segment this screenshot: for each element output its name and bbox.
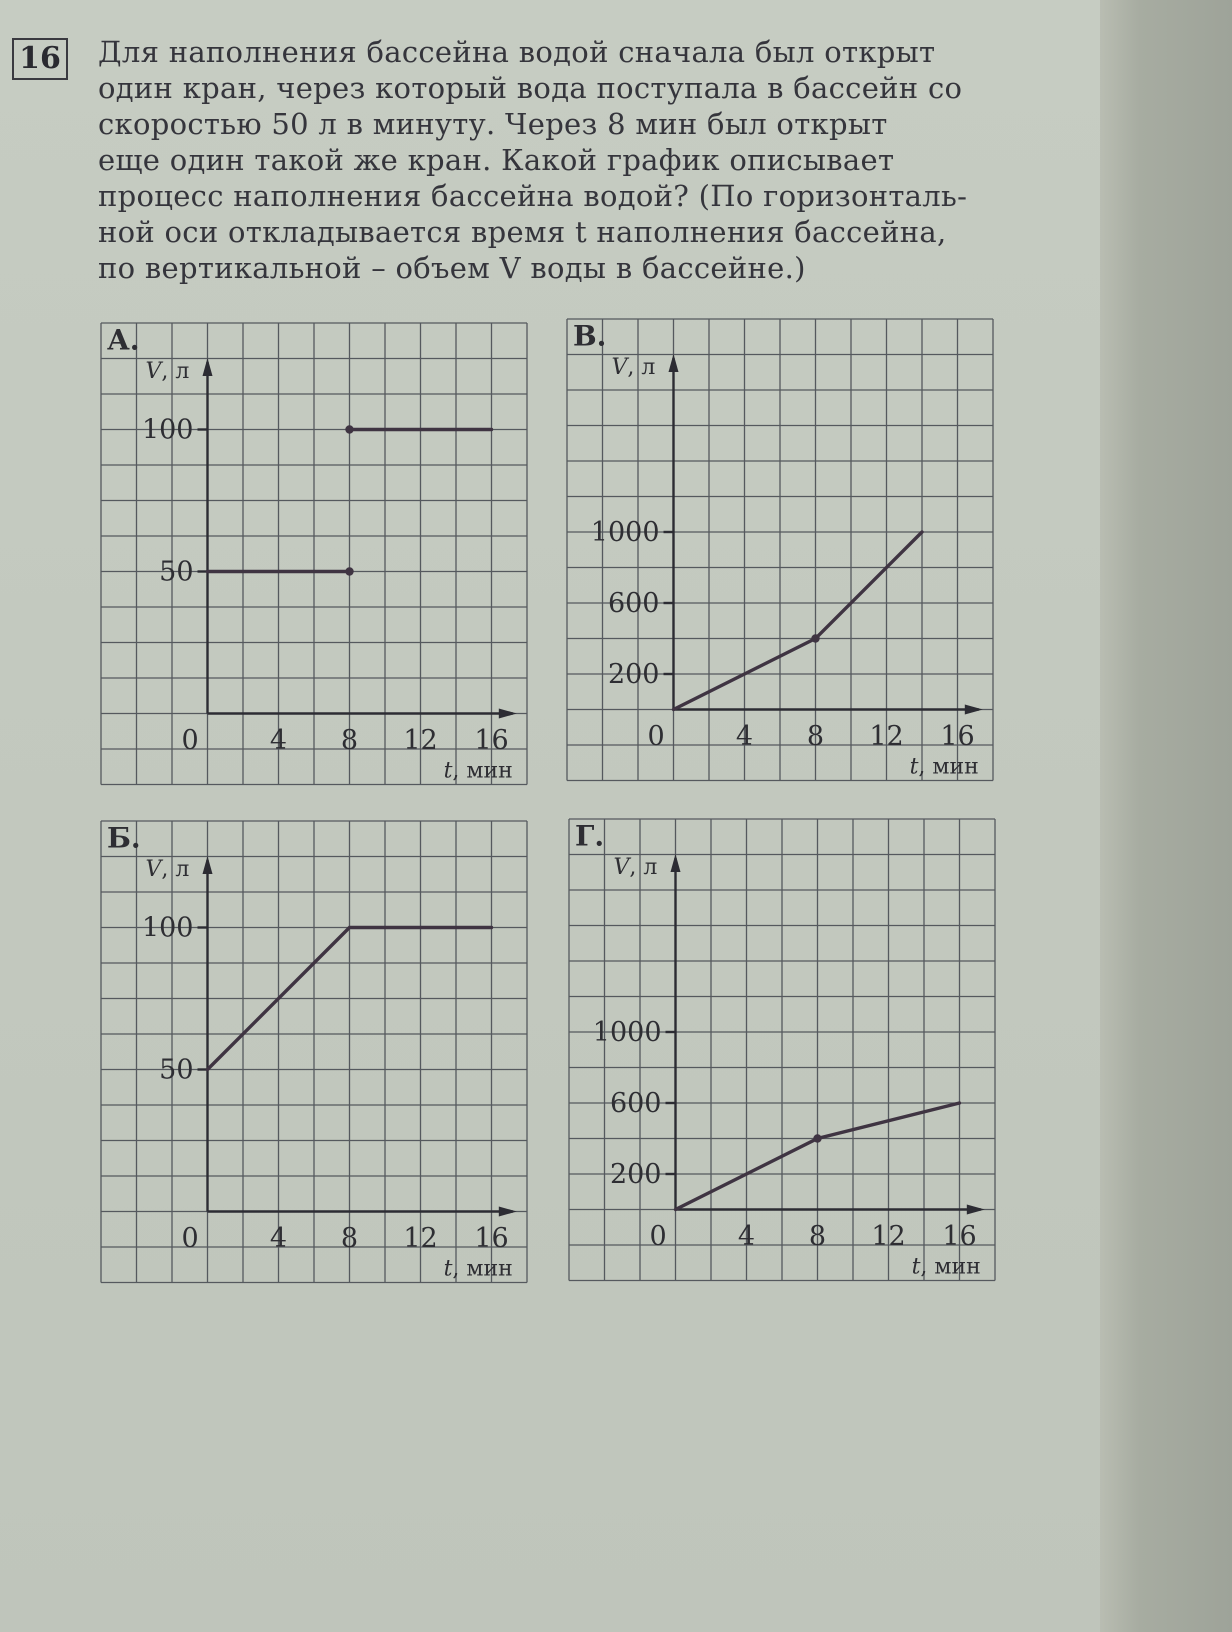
grid [101,821,527,1283]
x-tick-label: 0 [181,1223,199,1254]
chart-title: Г. [575,819,605,853]
task-line: еще один такой же кран. Какой график описывает [98,143,895,177]
task-line: процесс наполнения бассейна водой? (По горизонталь- [98,179,968,213]
x-axis-arrow [967,1205,985,1215]
chart-title: А. [107,323,140,357]
task-line: ной оси откладывается время t наполнения бассейна, [98,215,947,249]
task-line: один кран, через который вода поступала в бассейн со [98,71,963,105]
x-axis-label: t, мин [909,754,979,780]
y-tick-label: 50 [159,1054,194,1086]
x-tick-label: 12 [869,721,904,752]
x-tick-label: 4 [735,721,754,752]
grid [101,323,527,785]
y-axis-label: V, л [145,359,190,385]
x-tick-label: 8 [806,721,825,752]
grid [569,819,995,1281]
y-axis-arrow [669,354,679,372]
chart-panel-g [568,818,996,1282]
chart-svg [566,318,994,782]
y-tick-label: 100 [141,912,194,944]
y-axis-label: V, л [611,355,656,381]
chart-svg [100,820,528,1284]
data-point [813,1134,821,1142]
y-tick-label: 1000 [592,1017,662,1048]
x-tick-label: 4 [269,725,288,756]
data-point [345,567,353,575]
chart-title: Б. [107,821,141,855]
y-axis-label: V, л [145,857,190,883]
x-axis-arrow [499,1207,517,1217]
x-tick-label: 16 [474,1223,509,1254]
x-tick-label: 8 [340,725,359,756]
y-tick-label: 50 [159,556,194,588]
task-number: 16 [12,38,68,80]
data-point [345,425,353,433]
y-tick-label: 600 [609,1088,662,1119]
y-axis-label: V, л [613,855,658,881]
y-tick-label: 100 [141,414,194,446]
chart-svg [100,322,528,786]
y-tick-label: 600 [607,588,660,619]
x-axis-arrow [499,709,517,719]
chart-panel-a [100,322,528,786]
series-line [674,532,923,710]
chart-panel-b [100,820,528,1284]
chart-panel-v [566,318,994,782]
x-tick-label: 16 [474,725,509,756]
x-tick-label: 12 [403,1223,438,1254]
y-tick-label: 200 [609,1159,662,1190]
x-tick-label: 8 [340,1223,359,1254]
chart-svg [568,818,996,1282]
x-tick-label: 12 [403,725,438,756]
y-axis-arrow [203,856,213,874]
y-axis-arrow [671,854,681,872]
task-text [98,34,1030,286]
x-axis-label: t, мин [443,758,513,784]
y-axis-arrow [203,358,213,376]
y-tick-label: 200 [607,659,660,690]
x-axis-arrow [965,705,983,715]
x-tick-label: 16 [942,1221,977,1252]
x-tick-label: 16 [940,721,975,752]
x-tick-label: 4 [269,1223,288,1254]
x-tick-label: 0 [647,721,665,752]
page-edge-shadow [1100,0,1232,1632]
data-point [811,634,819,642]
y-tick-label: 1000 [590,517,660,548]
x-axis-label: t, мин [443,1256,513,1282]
x-tick-label: 0 [649,1221,667,1252]
x-tick-label: 12 [871,1221,906,1252]
x-axis-label: t, мин [911,1254,981,1280]
chart-title: В. [573,319,607,353]
x-tick-label: 8 [808,1221,827,1252]
x-tick-label: 0 [181,725,199,756]
task-line: скоростью 50 л в минуту. Через 8 мин был открыт [98,107,888,141]
task-line: Для наполнения бассейна водой сначала был открыт [98,35,936,69]
grid [567,319,993,781]
task-line: по вертикальной – объем V воды в бассейне.) [98,251,806,285]
x-tick-label: 4 [737,1221,756,1252]
